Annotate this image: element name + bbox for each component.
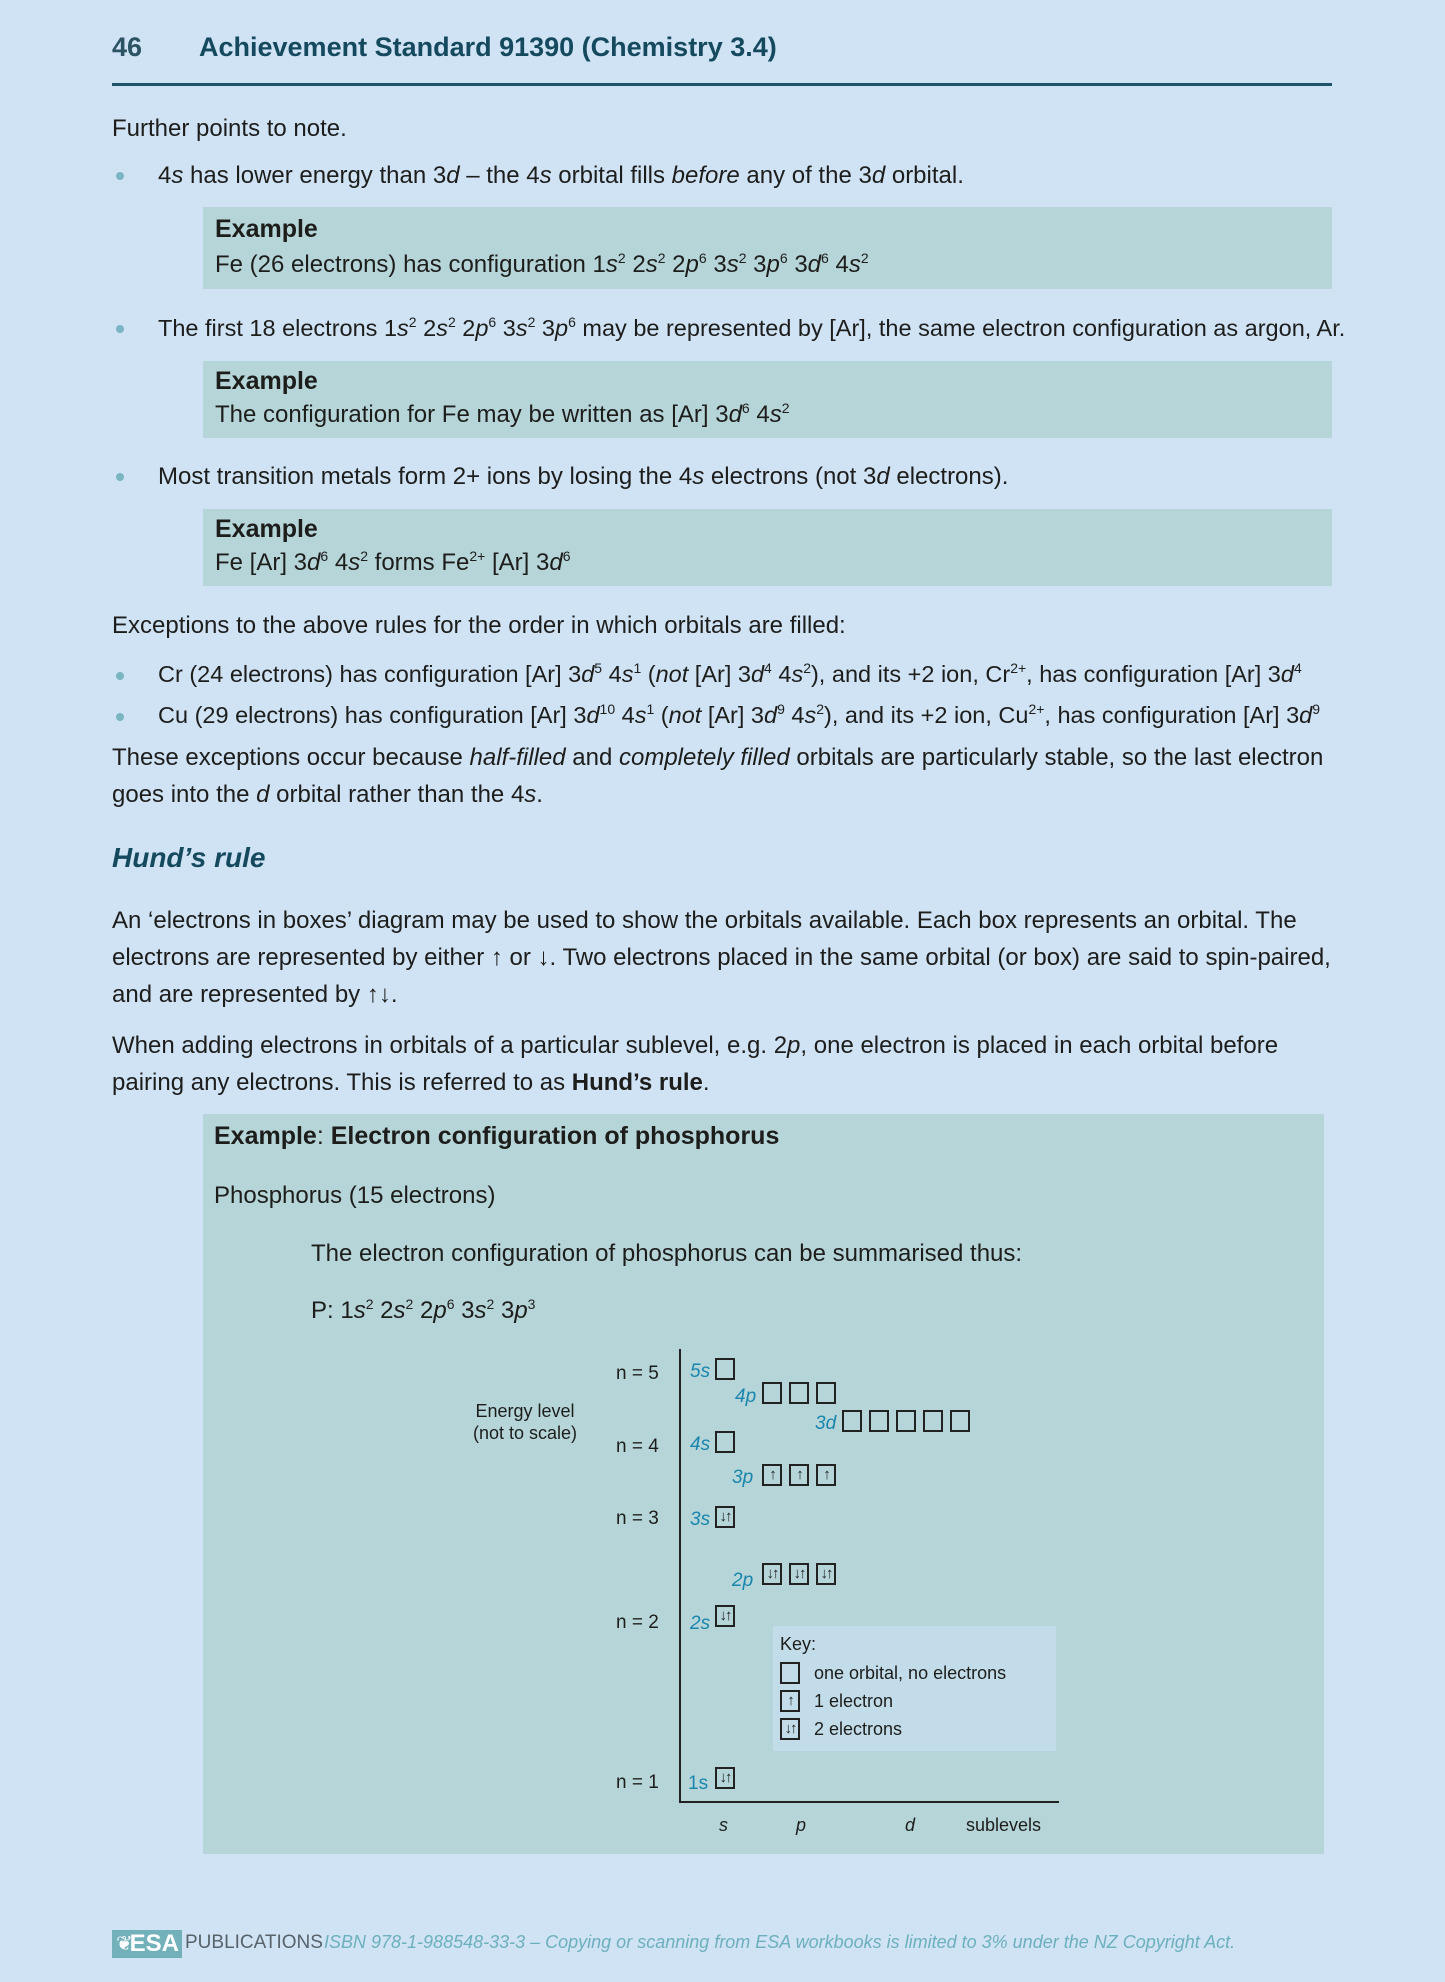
example-box [203, 509, 1332, 586]
sublevel-label-4p: 4p [735, 1386, 757, 1407]
example-title: Example [215, 515, 318, 543]
hund-paragraph: When adding electrons in orbitals of a particular sublevel, e.g. 2p, one electron is placed in each orbital before pairing any electrons. This is referred to as Hund’s rule. [112, 1032, 1279, 1096]
esa-logo: ESA [112, 1930, 182, 1958]
orbital-box-4p [816, 1382, 836, 1404]
example-box [203, 207, 1332, 289]
orbital-box-2p: ↓↑ [816, 1563, 836, 1585]
phosphorus-example-title: Example: Electron configuration of phosphorus [214, 1122, 780, 1150]
y-axis-label [460, 1400, 590, 1444]
key-title: Key: [780, 1634, 817, 1654]
y-axis-label-line: Energy level [475, 1401, 575, 1421]
sublevel-label-2p: 2p [732, 1570, 754, 1591]
orbital-box-3p: ↑ [762, 1464, 782, 1486]
sublevel-label-3s: 3s [690, 1509, 711, 1530]
level-label-n5: n = 5 [616, 1363, 659, 1384]
orbital-box-2p: ↓↑ [762, 1563, 782, 1585]
x-label-s: s [719, 1815, 728, 1835]
exceptions-intro: Exceptions to the above rules for the order in which orbitals are filled: [112, 612, 846, 639]
phosphorus-summary: The electron configuration of phosphorus can be summarised thus: [311, 1240, 1023, 1267]
orbital-box-3s: ↓↑ [715, 1506, 735, 1528]
sublevel-label-3p: 3p [732, 1467, 754, 1488]
hund-paragraph: An ‘electrons in boxes’ diagram may be used to show the orbitals available. Each box represents an orbital. The electrons are represented by either ↑ or ↓. Two electrons placed in the same orbital (or box) are said to spin-paired, and are represented by ↑↓. [112, 907, 1331, 1008]
intro-text: Further points to note. [112, 115, 347, 142]
example-body: Fe [Ar] $3d^6$ $4s^2$ forms $Fe^{2+}$ [Ar] $3d^6$ [215, 548, 571, 576]
x-axis-title: sublevels [966, 1815, 1042, 1835]
example-body: Fe (26 electrons) has configuration $1s^2$ $2s^2$ $2p^6$ $3s^2$ $3p^6$ $3d^6$ $4s^2$ [215, 250, 869, 278]
level-label-n3: n = 3 [616, 1508, 659, 1529]
diagram-key [773, 1626, 1056, 1751]
orbital-box-3d [950, 1410, 970, 1432]
exceptions-explanation: These exceptions occur because half-filled and completely filled orbitals are particularly stable, so the last electron goes into the d orbital rather than the 4s. [112, 744, 1324, 808]
sublevel-label-2s: 2s [690, 1613, 711, 1634]
bullet-icon [116, 672, 124, 680]
header-divider [112, 83, 1332, 86]
x-axis-line [679, 1801, 1059, 1803]
example-title: Example [215, 215, 318, 243]
bullet-item: The first 18 electrons $1s^2$ $2s^2$ $2p^6$ $3s^2$ $3p^6$ may be represented by [Ar], the same electron configuration as argon, Ar. [158, 314, 1346, 341]
leaf-icon: ❦ [116, 1933, 133, 1955]
sublevel-label-4s: 4s [690, 1434, 711, 1455]
level-label-n1: n = 1 [616, 1772, 659, 1793]
example-box [203, 361, 1332, 438]
orbital-box-4p [789, 1382, 809, 1404]
exception-item: Cr (24 electrons) has configuration [Ar] $3d^5$ $4s^1$ (not [Ar] $3d^4$ $4s^2$), and its +2 ion, $Cr^{2+}$, has configuration [Ar] $3d^4$ [158, 660, 1302, 687]
orbital-box-3d [923, 1410, 943, 1432]
bullet-icon [116, 172, 124, 180]
page-header-title: Achievement Standard 91390 (Chemistry 3.4) [199, 32, 777, 62]
orbital-box-4p [762, 1382, 782, 1404]
key-empty-orbital-icon [780, 1662, 800, 1684]
copyright-notice: ISBN 978-1-988548-33-3 – Copying or scanning from ESA workbooks is limited to 3% under the NZ Copyright Act. [324, 1932, 1236, 1952]
key-one-electron-icon: ↑ [780, 1690, 800, 1712]
sublevel-label-1s: 1s [688, 1773, 709, 1794]
exception-item: Cu (29 electrons) has configuration [Ar] $3d^{10}$ $4s^1$ (not [Ar] $3d^9$ $4s^2$), and its +2 ion, $Cu^{2+}$, has configuration [Ar] $3d^9$ [158, 701, 1321, 728]
bullet-item: Most transition metals form 2+ ions by losing the 4s electrons (not 3d electrons). [158, 463, 1009, 490]
key-two-electrons-icon: ↓↑ [780, 1718, 800, 1740]
level-label-n4: n = 4 [616, 1436, 659, 1457]
sublevel-label-5s: 5s [690, 1361, 711, 1382]
section-heading: Hund’s rule [112, 842, 266, 873]
example-body: The configuration for Fe may be written as [Ar] $3d^6$ $4s^2$ [215, 400, 790, 428]
key-label: 1 electron [814, 1691, 894, 1711]
orbital-box-3d [842, 1410, 862, 1432]
bullet-icon [116, 325, 124, 333]
orbital-box-3p: ↑ [789, 1464, 809, 1486]
orbital-box-3d [869, 1410, 889, 1432]
bullet-icon [116, 473, 124, 481]
x-label-d: d [905, 1815, 916, 1835]
level-label-n2: n = 2 [616, 1612, 659, 1633]
orbital-box-2s: ↓↑ [715, 1605, 735, 1627]
orbital-box-4s [715, 1431, 735, 1453]
key-label: one orbital, no electrons [814, 1663, 1007, 1683]
publisher-name: PUBLICATIONS [185, 1932, 323, 1953]
orbital-box-5s [715, 1358, 735, 1380]
bullet-icon [116, 713, 124, 721]
example-title: Example [215, 367, 318, 395]
y-axis-label-line: (not to scale) [472, 1423, 578, 1443]
page-number: 46 [112, 32, 143, 62]
orbital-box-2p: ↓↑ [789, 1563, 809, 1585]
phosphorus-subtitle: Phosphorus (15 electrons) [214, 1182, 496, 1209]
bullet-item: 4s has lower energy than 3d – the 4s orbital fills before any of the 3d orbital. [158, 162, 964, 189]
sublevel-label-3d: 3d [815, 1413, 837, 1434]
x-label-p: p [796, 1815, 807, 1835]
orbital-box-3p: ↑ [816, 1464, 836, 1486]
orbital-box-1s: ↓↑ [715, 1767, 735, 1789]
orbital-box-3d [896, 1410, 916, 1432]
phosphorus-config: P: $1s^2$ $2s^2$ $2p^6$ $3s^2$ $3p^3$ [311, 1296, 536, 1324]
key-label: 2 electrons [814, 1719, 903, 1739]
y-axis-line [679, 1349, 681, 1803]
